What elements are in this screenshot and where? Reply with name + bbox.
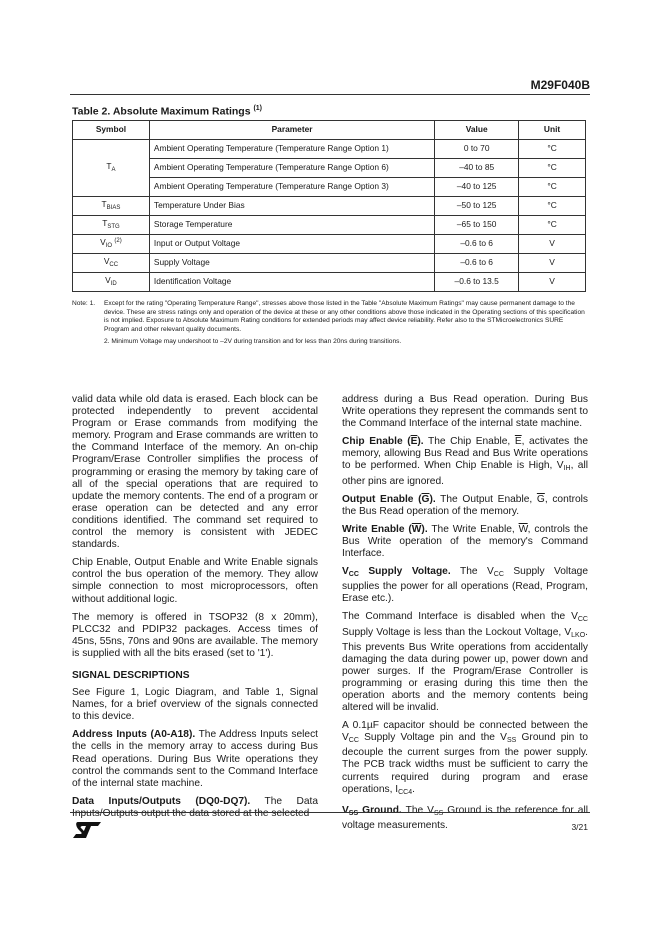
document-title: M29F040B bbox=[530, 78, 590, 92]
paragraph: The Command Interface is disabled when the VCC Supply Voltage is less than the Lockout Voltage, VLKO. This prevents Bus Write operations from accidentally damaging the data during power up, power down and power surges. If the Program/Erase Controller is programming or erasing during this time then the operation aborts and the memory contents being altered will be invalid. bbox=[342, 611, 588, 714]
paragraph: Output Enable $(\overline{G})$. The Output Enable, $\overline{G}$, controls the Bus Read operation of the memory. bbox=[342, 493, 588, 517]
symbol-vio: $V_{IO}$ $^{(2)}$ bbox=[73, 235, 150, 254]
symbol-tstg: $T_{STG}$ bbox=[73, 216, 150, 235]
absolute-maximum-ratings-table bbox=[72, 120, 586, 292]
table-row bbox=[73, 254, 586, 273]
table-notes bbox=[72, 300, 586, 347]
unit-cell: °C bbox=[519, 140, 586, 159]
paragraph: Chip Enable $(\overline{E})$. The Chip Enable, $\overline{E}$, activates the memory, allowing Bus Read and Bus Write operations to be performed. When Chip Enable is High, VIH, all other pins are ignored. bbox=[342, 436, 589, 487]
unit-cell: °C bbox=[519, 197, 586, 216]
value-cell: –40 to 125 bbox=[435, 178, 519, 197]
note-label: Note: 1. bbox=[72, 300, 96, 307]
table-row bbox=[73, 159, 586, 178]
paragraph: Address Inputs (A0-A18). The Address Inputs select the cells in the memory array to access during Bus Read operations. During Bus Write operations they control the commands sent to the Command Interface of the internal state machine. bbox=[72, 729, 319, 789]
value-cell: –65 to 150 bbox=[435, 216, 519, 235]
col-header-parameter: Parameter bbox=[149, 121, 434, 140]
unit-cell: V bbox=[519, 273, 586, 292]
col-header-symbol: Symbol bbox=[73, 121, 150, 140]
param-cell: Identification Voltage bbox=[149, 273, 434, 292]
st-logo-icon bbox=[72, 820, 102, 845]
paragraph: valid data while old data is erased. Each block can be protected independently to prevent accidental Program or Erase commands from modifying the memory. Program and Erase commands are written to the Command Interface of the memory. An on-chip Program/Erase Controller simplifies the process of programming or erasing the memory by taking care of all of the special operations that are required to update the memory contents. The end of a program or erase operation can be detected and any error conditions identified. The command set required to control the memory is consistent with JEDEC standards. bbox=[72, 394, 318, 551]
table-row bbox=[73, 235, 586, 254]
paragraph: A 0.1µF capacitor should be connected between the VCC Supply Voltage pin and the VSS Ground pin to decouple the current surges from the power supply. The PCB track widths must be sufficient to carry the currents required during program and erase operations, ICC4. bbox=[342, 720, 589, 796]
note-2: 2. Minimum Voltage may undershoot to –2V during transition and for less than 20ns during transitions. bbox=[104, 337, 402, 345]
symbol-vid: $V_{ID}$ bbox=[73, 273, 150, 292]
value-cell: –0.6 to 13.5 bbox=[435, 273, 519, 292]
param-cell: Temperature Under Bias bbox=[149, 197, 434, 216]
section-heading: SIGNAL DESCRIPTIONS bbox=[72, 669, 190, 681]
param-cell: Supply Voltage bbox=[149, 254, 434, 273]
col-header-unit: Unit bbox=[519, 121, 586, 140]
symbol-tbias: $T_{BIAS}$ bbox=[73, 197, 150, 216]
unit-cell: °C bbox=[519, 178, 586, 197]
note-1: Except for the rating "Operating Temperature Range", stresses above those listed in the Table "Absolute Maximum Ratings" may cause permanent damage to the device. These are stress ratings only and operation of the device at these or any other conditions above those indicated in the Operating sections of this specification is not implied. Exposure to Absolute Maximum Rating conditions for extended periods may affect device reliability. Refer also to the STMicroelectronics SURE Program and other relevant quality documents. bbox=[104, 300, 585, 334]
param-cell: Ambient Operating Temperature (Temperature Range Option 3) bbox=[149, 178, 434, 197]
table-row bbox=[73, 197, 586, 216]
paragraph: See Figure 1, Logic Diagram, and Table 1, Signal Names, for a brief overview of the signals connected to this device. bbox=[72, 687, 318, 723]
param-cell: Ambient Operating Temperature (Temperature Range Option 1) bbox=[149, 140, 434, 159]
unit-cell: °C bbox=[519, 216, 586, 235]
value-cell: –50 to 125 bbox=[435, 197, 519, 216]
table-row bbox=[73, 216, 586, 235]
footer-rule bbox=[70, 812, 590, 813]
col-header-value: Value bbox=[435, 121, 519, 140]
param-cell: Ambient Operating Temperature (Temperature Range Option 6) bbox=[149, 159, 434, 178]
paragraph: Data Inputs/Outputs (DQ0-DQ7). The Data Inputs/Outputs output the data stored at the selected bbox=[72, 795, 318, 819]
table-row bbox=[73, 273, 586, 292]
paragraph: Write Enable $(\overline{W})$. The Write Enable, $\overline{W}$, controls the Bus Write operation of the memory's Command Interface. bbox=[342, 523, 589, 560]
paragraph: VCC Supply Voltage. The VCC Supply Voltage supplies the power for all operations (Read, Program, Erase etc.). bbox=[342, 566, 588, 605]
paragraph: address during a Bus Read operation. During Bus Write operations they represent the commands sent to the Command Interface of the internal state machine. bbox=[342, 394, 588, 430]
value-cell: –0.6 to 6 bbox=[435, 235, 519, 254]
table-title: Table 2. Absolute Maximum Ratings $^{(1)}$ bbox=[72, 105, 263, 118]
right-column bbox=[342, 394, 588, 838]
unit-cell: V bbox=[519, 235, 586, 254]
unit-cell: °C bbox=[519, 159, 586, 178]
unit-cell: V bbox=[519, 254, 586, 273]
param-cell: Storage Temperature bbox=[149, 216, 434, 235]
paragraph: The memory is offered in TSOP32 (8 x 20mm), PLCC32 and PDIP32 packages. Access times of 45ns, 55ns, 70ns and 90ns are available. The memory is supplied with all the bits erased (set to '1'). bbox=[72, 611, 318, 659]
header-rule bbox=[70, 94, 590, 95]
value-cell: –0.6 to 6 bbox=[435, 254, 519, 273]
value-cell: –40 to 85 bbox=[435, 159, 519, 178]
symbol-vcc: $V_{CC}$ bbox=[73, 254, 150, 273]
param-cell: Input or Output Voltage bbox=[149, 235, 434, 254]
table-row bbox=[73, 140, 586, 159]
symbol-ta: $T_A$ bbox=[73, 140, 150, 197]
value-cell: 0 to 70 bbox=[435, 140, 519, 159]
page-number: 3/21 bbox=[571, 822, 588, 832]
paragraph: VSS Ground. The VSS Ground is the reference for all voltage measurements. bbox=[342, 804, 588, 831]
table-row bbox=[73, 178, 586, 197]
table-header-row bbox=[73, 121, 586, 140]
paragraph: Chip Enable, Output Enable and Write Enable signals control the bus operation of the memory. They allow simple connection to most microprocessors, often without additional logic. bbox=[72, 557, 318, 605]
left-column bbox=[72, 394, 318, 826]
